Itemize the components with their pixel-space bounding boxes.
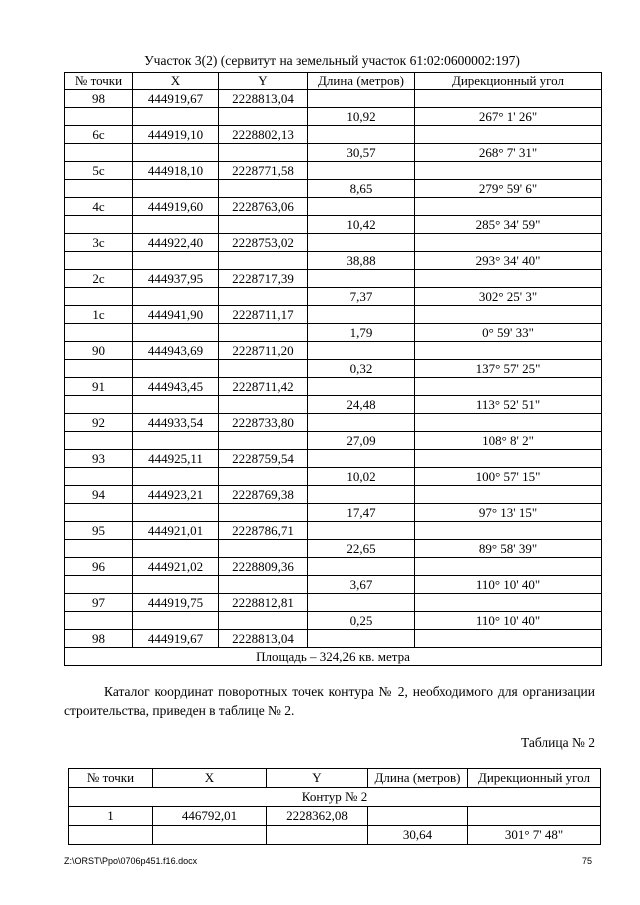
table-row	[65, 324, 602, 342]
segment-length: 3,67	[308, 576, 415, 594]
table2-label: Таблица № 2	[521, 735, 595, 750]
point-y: 2228809,36	[219, 558, 308, 576]
point-y: 2228753,02	[219, 234, 308, 252]
segment-angle: 0° 59' 33"	[415, 324, 602, 342]
table-row	[65, 378, 602, 396]
table-row	[65, 630, 602, 648]
segment-length: 0,32	[308, 360, 415, 378]
t2-header-angle: Дирекционный угол	[468, 769, 601, 788]
point-x: 444925,11	[133, 450, 219, 468]
point-x: 444933,54	[133, 414, 219, 432]
contour-label: Контур № 2	[69, 788, 601, 807]
segment-length: 8,65	[308, 180, 415, 198]
table-row	[65, 288, 602, 306]
segment-angle: 97° 13' 15"	[415, 504, 602, 522]
point-x: 446792,01	[153, 807, 267, 826]
segment-length: 38,88	[308, 252, 415, 270]
point-x: 444937,95	[133, 270, 219, 288]
point-number: 5c	[65, 162, 133, 180]
point-x: 444919,67	[133, 630, 219, 648]
segment-angle: 137° 57' 25"	[415, 360, 602, 378]
segment-length: 10,42	[308, 216, 415, 234]
table-row	[65, 396, 602, 414]
point-number: 98	[65, 630, 133, 648]
segment-length: 27,09	[308, 432, 415, 450]
segment-length: 10,92	[308, 108, 415, 126]
segment-angle: 267° 1' 26"	[415, 108, 602, 126]
segment-angle: 110° 10' 40"	[415, 612, 602, 630]
segment-angle: 302° 25' 3"	[415, 288, 602, 306]
segment-angle: 113° 52' 51"	[415, 396, 602, 414]
segment-length: 22,65	[308, 540, 415, 558]
table-row	[65, 108, 602, 126]
table-header-row	[65, 73, 602, 90]
footer-page-number: 75	[581, 856, 592, 866]
table-row	[65, 126, 602, 144]
point-number: 93	[65, 450, 133, 468]
point-number: 90	[65, 342, 133, 360]
table-row	[65, 540, 602, 558]
table-row	[65, 90, 602, 108]
point-x: 444919,10	[133, 126, 219, 144]
catalog-paragraph: Каталог координат поворотных точек контура № 2, необходимого для организации строительства, приведен в таблице № 2.	[64, 684, 595, 718]
point-number: 1c	[65, 306, 133, 324]
table-row	[65, 432, 602, 450]
segment-angle: 301° 7' 48"	[468, 826, 601, 845]
point-x: 444941,90	[133, 306, 219, 324]
area-cell: Площадь – 324,26 кв. метра	[65, 648, 602, 666]
point-y: 2228733,80	[219, 414, 308, 432]
table2-header-row	[69, 769, 601, 788]
table-row	[65, 612, 602, 630]
point-y: 2228812,81	[219, 594, 308, 612]
header-angle: Дирекционный угол	[415, 73, 602, 90]
point-number: 91	[65, 378, 133, 396]
header-x: X	[133, 73, 219, 90]
segment-length: 1,79	[308, 324, 415, 342]
table-row	[69, 807, 601, 826]
table1-caption: Участок 3(2) (сервитут на земельный участок 61:02:0600002:197)	[144, 53, 520, 68]
point-number: 95	[65, 522, 133, 540]
header-length: Длина (метров)	[308, 73, 415, 90]
segment-angle: 89° 58' 39"	[415, 540, 602, 558]
area-row	[65, 648, 602, 666]
segment-length: 17,47	[308, 504, 415, 522]
segment-angle: 285° 34' 59"	[415, 216, 602, 234]
point-y: 2228711,42	[219, 378, 308, 396]
table-row	[65, 180, 602, 198]
point-number: 98	[65, 90, 133, 108]
point-x: 444919,60	[133, 198, 219, 216]
segment-length: 10,02	[308, 468, 415, 486]
point-number: 92	[65, 414, 133, 432]
point-number: 96	[65, 558, 133, 576]
contour-row	[69, 788, 601, 807]
t2-header-length: Длина (метров)	[368, 769, 468, 788]
point-x: 444943,45	[133, 378, 219, 396]
table-row	[65, 486, 602, 504]
table-row	[65, 144, 602, 162]
point-x: 444922,40	[133, 234, 219, 252]
point-number: 2c	[65, 270, 133, 288]
segment-length: 7,37	[308, 288, 415, 306]
point-y: 2228786,71	[219, 522, 308, 540]
coordinates-table-1	[64, 72, 602, 666]
segment-angle: 100° 57' 15"	[415, 468, 602, 486]
table-row	[65, 594, 602, 612]
point-x: 444943,69	[133, 342, 219, 360]
point-y: 2228711,20	[219, 342, 308, 360]
point-x: 444919,67	[133, 90, 219, 108]
point-number: 94	[65, 486, 133, 504]
segment-length: 0,25	[308, 612, 415, 630]
point-number: 6c	[65, 126, 133, 144]
point-y: 2228813,04	[219, 90, 308, 108]
table-row	[65, 522, 602, 540]
point-x: 444923,21	[133, 486, 219, 504]
table-row	[65, 468, 602, 486]
t2-header-y: Y	[267, 769, 368, 788]
table-row	[65, 198, 602, 216]
table-row	[65, 216, 602, 234]
point-number: 97	[65, 594, 133, 612]
point-y: 2228717,39	[219, 270, 308, 288]
point-x: 444918,10	[133, 162, 219, 180]
segment-length: 30,64	[368, 826, 468, 845]
segment-angle: 110° 10' 40"	[415, 576, 602, 594]
table-row	[65, 450, 602, 468]
point-y: 2228802,13	[219, 126, 308, 144]
table-row	[65, 162, 602, 180]
point-y: 2228711,17	[219, 306, 308, 324]
segment-angle: 268° 7' 31"	[415, 144, 602, 162]
point-y: 2228759,54	[219, 450, 308, 468]
point-x: 444921,01	[133, 522, 219, 540]
header-y: Y	[219, 73, 308, 90]
t2-header-point: № точки	[69, 769, 153, 788]
table-row	[65, 414, 602, 432]
table-row	[65, 342, 602, 360]
table-row	[65, 270, 602, 288]
point-number: 1	[69, 807, 153, 826]
segment-length: 24,48	[308, 396, 415, 414]
table1-body	[65, 90, 602, 648]
point-x: 444919,75	[133, 594, 219, 612]
segment-angle: 279° 59' 6"	[415, 180, 602, 198]
segment-length: 30,57	[308, 144, 415, 162]
table-row	[65, 252, 602, 270]
point-y: 2228769,38	[219, 486, 308, 504]
table-row	[65, 504, 602, 522]
table-row	[65, 360, 602, 378]
t2-header-x: X	[153, 769, 267, 788]
segment-angle: 108° 8' 2"	[415, 432, 602, 450]
point-y: 2228771,58	[219, 162, 308, 180]
table-row	[69, 826, 601, 845]
header-point: № точки	[65, 73, 133, 90]
footer-file-path: Z:\ORST\Ppo\0706p451.f16.docx	[64, 856, 198, 866]
table-row	[65, 306, 602, 324]
point-y: 2228763,06	[219, 198, 308, 216]
table-row	[65, 576, 602, 594]
coordinates-table-2	[68, 768, 601, 845]
table-row	[65, 234, 602, 252]
segment-angle: 293° 34' 40"	[415, 252, 602, 270]
point-number: 4c	[65, 198, 133, 216]
point-y: 2228362,08	[267, 807, 368, 826]
point-y: 2228813,04	[219, 630, 308, 648]
point-x: 444921,02	[133, 558, 219, 576]
table-row	[65, 558, 602, 576]
point-number: 3c	[65, 234, 133, 252]
